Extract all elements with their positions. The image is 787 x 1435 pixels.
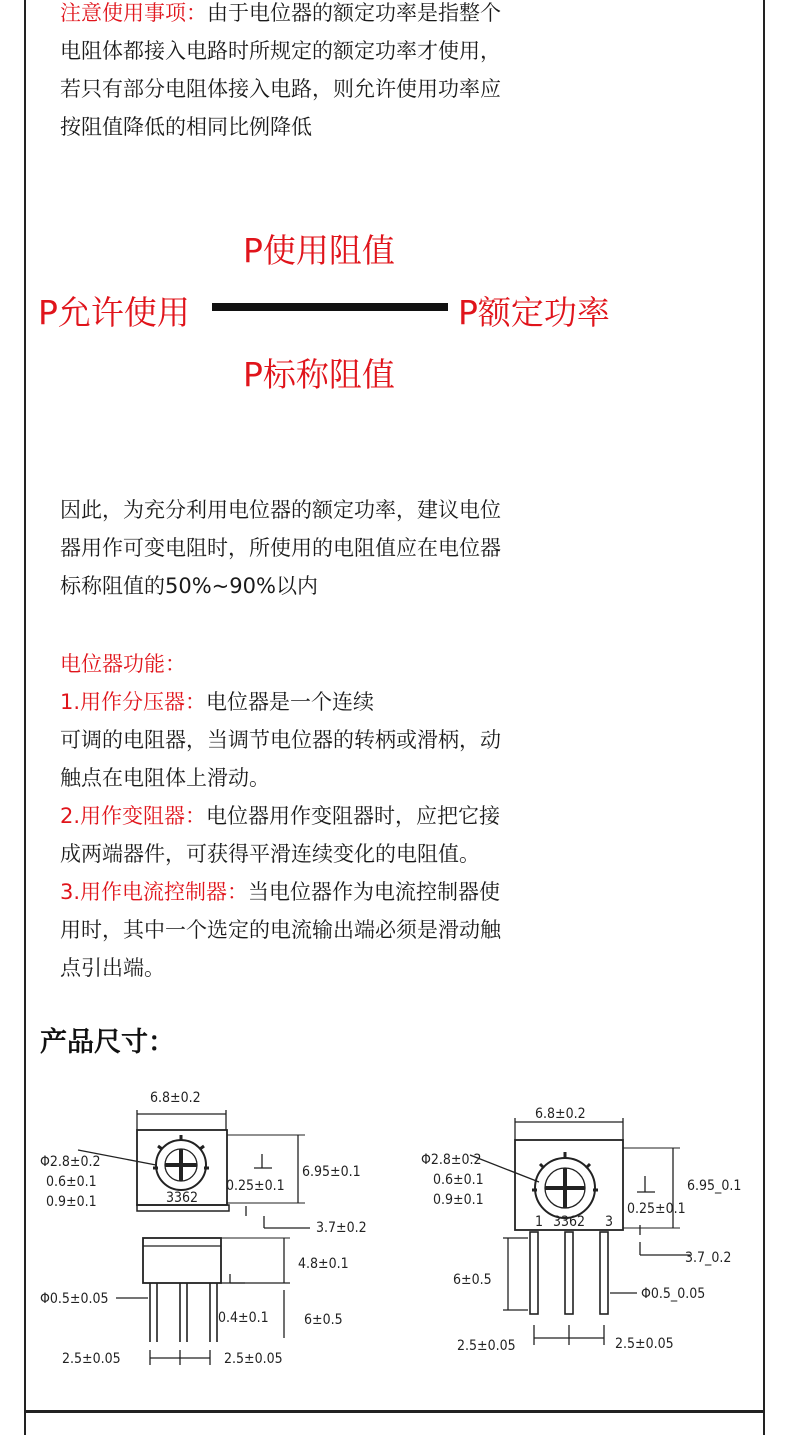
- dim-body-height: 4.8±0.1: [298, 1256, 349, 1272]
- formula-numerator: P使用阻值: [243, 231, 395, 270]
- formula-right-term: P额定功率: [458, 293, 610, 332]
- dim-pin-diameter: Φ0.5_0.05: [641, 1286, 706, 1302]
- dim-height: 6.95±0.1: [302, 1164, 361, 1180]
- dim-d2: 0.9±0.1: [433, 1192, 484, 1208]
- dim-model: 3362: [553, 1214, 586, 1230]
- page-frame-divider: [24, 1410, 765, 1413]
- dim-pitch: 2.5±0.05: [62, 1351, 121, 1367]
- dim-shaft-diameter: Φ2.8±0.2: [421, 1152, 482, 1168]
- recommendation-line: 器用作可变电阻时，所使用的电阻值应在电位器: [60, 536, 501, 560]
- function-label: 3.用作电流控制器：: [60, 880, 249, 904]
- recommendation: [60, 491, 600, 605]
- dim-gap: 0.4±0.1: [218, 1310, 269, 1326]
- recommendation-line: 因此，为充分利用电位器的额定功率，建议电位: [60, 498, 501, 522]
- function-text: 可调的电阻器，当调节电位器的转柄或滑柄，动: [60, 728, 501, 752]
- functions-heading: 电位器功能：: [60, 652, 186, 676]
- usage-note-line: 若只有部分电阻体接入电路，则允许使用功率应: [60, 77, 501, 101]
- dim-d2: 0.9±0.1: [46, 1194, 97, 1210]
- formula-left-term: P允许使用: [38, 293, 190, 332]
- dim-width: 6.8±0.2: [535, 1106, 586, 1122]
- dim-pin-step: 3.7±0.2: [316, 1220, 367, 1236]
- dim-pin-length: 6±0.5: [304, 1312, 343, 1328]
- dim-pin-length: 6±0.5: [453, 1272, 492, 1288]
- dim-d1: 0.6±0.1: [433, 1172, 484, 1188]
- function-text: 点引出端。: [60, 956, 165, 980]
- functions-section: [60, 645, 600, 987]
- usage-note-line: 按阻值降低的相同比例降低: [60, 115, 312, 139]
- page-frame-right-next: [763, 1412, 765, 1435]
- function-text: 触点在电阻体上滑动。: [60, 766, 270, 790]
- recommendation-line: 标称阻值的50%~90%以内: [60, 574, 318, 598]
- dim-width: 6.8±0.2: [150, 1090, 201, 1106]
- dim-shaft-diameter: Φ2.8±0.2: [40, 1154, 101, 1170]
- page-frame-right: [763, 0, 765, 1412]
- right-dimension-drawing: [415, 1100, 760, 1370]
- dim-pitch: 2.5±0.05: [224, 1351, 283, 1367]
- formula-fraction-bar: [212, 303, 448, 311]
- function-label: 1.用作分压器：: [60, 690, 207, 714]
- left-dimension-drawing: [40, 1080, 380, 1380]
- dim-d1: 0.6±0.1: [46, 1174, 97, 1190]
- dim-pin-diameter: Φ0.5±0.05: [40, 1291, 109, 1307]
- dimensions-title: 产品尺寸：: [40, 1027, 175, 1058]
- dim-offset: 0.25±0.1: [627, 1201, 686, 1217]
- page-frame-left: [24, 0, 26, 1412]
- usage-note: [60, 0, 600, 146]
- dim-model: 3362: [166, 1190, 199, 1206]
- function-label: 2.用作变阻器：: [60, 804, 207, 828]
- usage-note-label: 注意使用事项：: [60, 1, 207, 25]
- function-text: 当电位器作为电流控制器使: [248, 880, 501, 904]
- usage-note-line: 由于电位器的额定功率是指整个: [207, 1, 501, 25]
- function-text: 用时，其中一个选定的电流输出端必须是滑动触: [60, 918, 501, 942]
- dim-pin-number: 3: [605, 1214, 614, 1230]
- dim-height: 6.95_0.1: [687, 1178, 742, 1194]
- function-text: 电位器是一个连续: [206, 690, 375, 714]
- usage-note-line: 电阻体都接入电路时所规定的额定功率才使用，: [60, 39, 501, 63]
- formula-denominator: P标称阻值: [243, 355, 395, 394]
- dim-pitch: 2.5±0.05: [457, 1338, 516, 1354]
- function-text: 成两端器件，可获得平滑连续变化的电阻值。: [60, 842, 480, 866]
- dim-pitch: 2.5±0.05: [615, 1336, 674, 1352]
- dim-offset: 0.25±0.1: [226, 1178, 285, 1194]
- dim-pin-number: 1: [535, 1214, 544, 1230]
- dim-pin-step: 3.7_0.2: [685, 1250, 732, 1266]
- function-text: 电位器用作变阻器时，应把它接: [206, 804, 501, 828]
- page-frame-left-next: [24, 1412, 26, 1435]
